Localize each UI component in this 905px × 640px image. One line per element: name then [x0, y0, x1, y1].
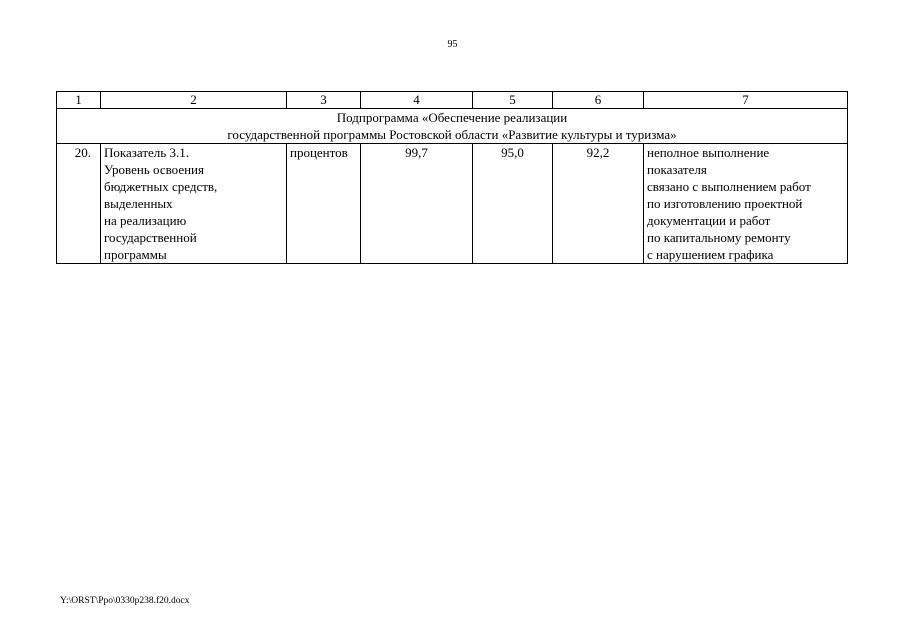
indicator-line: Уровень освоения: [104, 162, 204, 177]
value-cell: 99,7: [361, 144, 473, 264]
comment-cell: [644, 144, 848, 264]
value-cell: 95,0: [473, 144, 553, 264]
value-cell: 92,2: [553, 144, 644, 264]
indicator-line: бюджетных средств,: [104, 179, 218, 194]
comment-line: неполное выполнение: [647, 145, 770, 160]
subprogram-title: [57, 109, 848, 144]
report-table: [56, 91, 848, 264]
indicator-line: на реализацию: [104, 213, 187, 228]
subprogram-row: [57, 109, 848, 144]
page-number: 95: [447, 39, 458, 50]
comment-line: показателя: [647, 162, 707, 177]
comment-line: связано с выполнением работ: [647, 179, 811, 194]
comment-line: документации и работ: [647, 213, 771, 228]
comment-line: по изготовлению проектной: [647, 196, 803, 211]
indicator-line: государственной: [104, 230, 197, 245]
row-number: 20.: [57, 144, 101, 264]
subprogram-title-line: государственной программы Ростовской области «Развитие культуры и туризма»: [227, 127, 677, 142]
header-cell: 6: [553, 92, 644, 109]
header-row: [57, 92, 848, 109]
header-cell: 4: [361, 92, 473, 109]
comment-line: с нарушением графика: [647, 247, 774, 262]
subprogram-title-line: Подпрограмма «Обеспечение реализации: [336, 110, 568, 125]
table-row: [57, 144, 848, 264]
header-cell: 2: [101, 92, 287, 109]
header-cell: 5: [473, 92, 553, 109]
indicator-line: выделенных: [104, 196, 173, 211]
comment-line: по капитальному ремонту: [647, 230, 791, 245]
indicator-name: [101, 144, 287, 264]
indicator-line: Показатель 3.1.: [104, 145, 189, 160]
footer-file-path: Y:\ORST\Ppo\0330p238.f20.docx: [60, 596, 190, 606]
header-cell: 3: [287, 92, 361, 109]
header-cell: 1: [57, 92, 101, 109]
indicator-line: программы: [104, 247, 167, 262]
unit-cell: процентов: [287, 144, 361, 264]
header-cell: 7: [644, 92, 848, 109]
